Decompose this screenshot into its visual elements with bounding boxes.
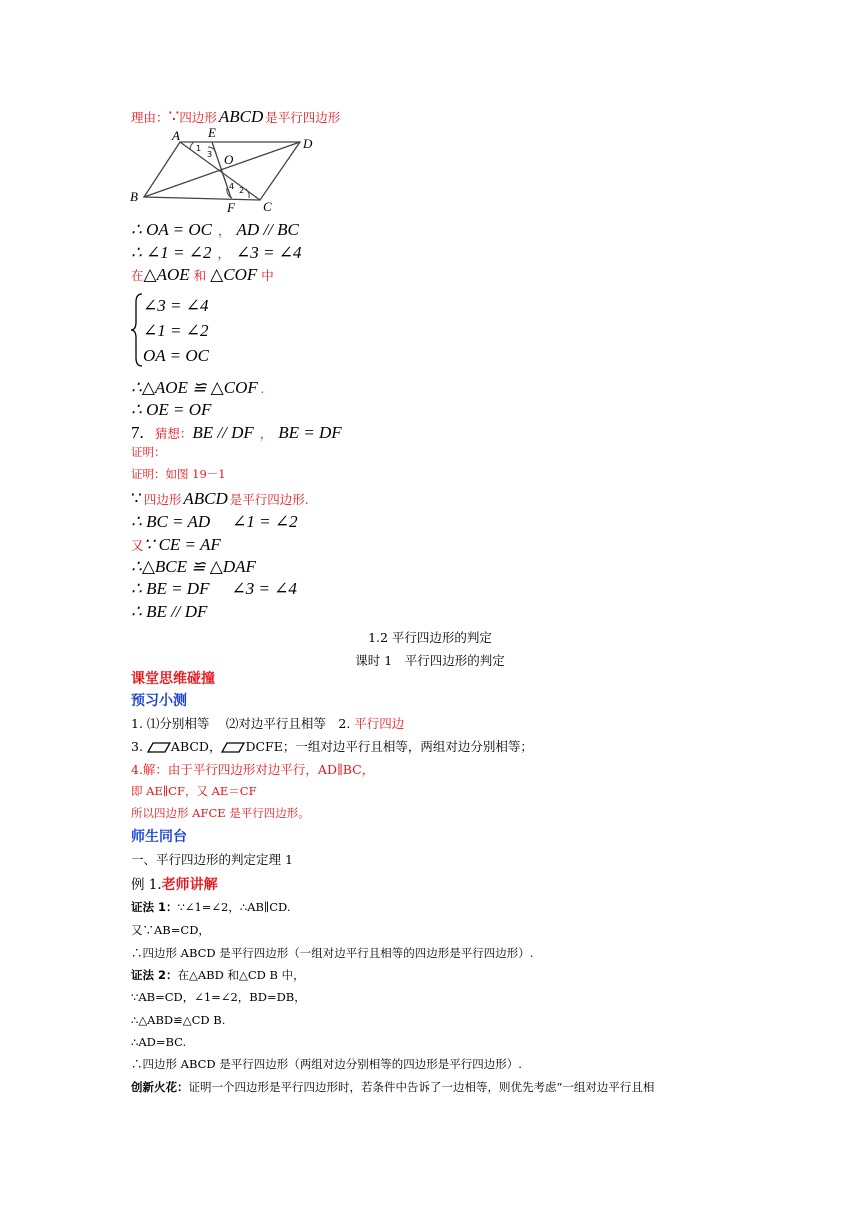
sep: ， xyxy=(218,224,231,238)
lesson-subtitle: 课时 1 平行四边形的判定 xyxy=(355,653,505,668)
eq-angle-3-4: ∠3 = ∠4 xyxy=(236,243,302,262)
method2-line-5: ∴四边形 ABCD 是平行四边形（两组对边分别相等的四边形是平行四边形）. xyxy=(131,1057,522,1071)
reason-label: 理由： xyxy=(131,110,169,125)
q7-line-2 xyxy=(131,513,298,530)
brace xyxy=(130,292,144,368)
spark-text: 证明一个四边形是平行四边形时，若条件中告诉了一边相等，则优先考虑“一组对边平行且相 xyxy=(188,1080,655,1094)
triangle-aoe: △AOE xyxy=(143,265,190,284)
angle-3: 3 xyxy=(207,150,213,159)
label-o: O xyxy=(224,152,234,167)
quad-label: 四边形 xyxy=(179,110,217,125)
in-text: 在 xyxy=(131,268,144,283)
method2-line-2: ∵AB=CD，∠1=∠2，BD=DB， xyxy=(131,990,306,1004)
quad-name: ABCD xyxy=(218,107,264,126)
q7-number: 7. xyxy=(131,423,144,442)
preview-line-6: 所以四边形 AFCE 是平行四边形。 xyxy=(131,806,310,820)
preview-line-1 xyxy=(131,718,404,731)
method1-text: ∵∠1=∠2，∴AB∥CD. xyxy=(177,900,291,914)
eq-angle-1-2: ∴ ∠1 = ∠2 xyxy=(131,243,212,262)
lesson-title: 1.2 平行四边形的判定 xyxy=(368,630,492,645)
method1-line-1 xyxy=(131,902,291,914)
line-oe-of: ∴ OE = OF xyxy=(131,400,212,419)
proof-label-1: 证明： xyxy=(131,445,166,459)
label-d: D xyxy=(303,136,313,151)
and-text: 和 xyxy=(193,268,207,283)
method2-line-1 xyxy=(131,970,305,982)
guess-equal: BE = DF xyxy=(278,423,342,442)
brace-line-3: OA = OC xyxy=(143,346,209,365)
eq-angle-3-4: ∠3 = ∠4 xyxy=(231,579,297,598)
eq-ad-bc: AD // BC xyxy=(236,220,299,239)
because-symbol: ∵ xyxy=(131,489,142,508)
eq-ce-af: ∵ CE = AF xyxy=(143,535,221,554)
method2-text: 在△ABD 和△CD B 中， xyxy=(177,968,305,982)
preview-line-3 xyxy=(131,741,533,754)
q7-guess-line xyxy=(131,424,342,441)
example-line xyxy=(131,876,218,893)
method2-line-3: ∴△ABD≌△CD B. xyxy=(131,1013,226,1027)
reason-line xyxy=(131,108,340,125)
brace-line-1: ∠3 = ∠4 xyxy=(143,296,209,315)
line-oa-oc xyxy=(131,221,299,238)
quad-name: ABCD xyxy=(183,489,228,508)
eq-angle-1-2: ∠1 = ∠2 xyxy=(232,512,298,531)
angle-2: 2 xyxy=(239,186,245,195)
parallelogram-figure xyxy=(128,127,318,215)
is-parallelogram-text: 是平行四边形 xyxy=(265,110,341,125)
preview-title: 预习小测 xyxy=(131,693,187,709)
method1-label: 证法 1： xyxy=(131,900,178,914)
label-e: E xyxy=(208,127,216,140)
together-title: 师生同台 xyxy=(131,829,187,845)
parallelogram-icon xyxy=(147,742,171,753)
item-number: 3. xyxy=(131,739,143,754)
preview-answers: 1. ⑴分别相等 ⑵对边平行且相等 2. xyxy=(131,716,351,731)
label-b: B xyxy=(130,189,138,204)
label-a: A xyxy=(172,128,180,143)
guess-parallel: BE // DF xyxy=(192,423,254,442)
classroom-title: 课堂思维碰撞 xyxy=(131,671,215,687)
spark-label: 创新火花： xyxy=(131,1080,189,1094)
angle-4: 4 xyxy=(229,182,235,191)
line-in-triangles xyxy=(131,266,274,283)
q7-line-4: ∴△BCE ≌ △DAF xyxy=(131,557,256,576)
eq-bc-ad: ∴ BC = AD xyxy=(131,512,211,531)
proof-label-2: 证明：如图 19－1 xyxy=(131,467,226,481)
line-congruent xyxy=(131,379,264,396)
guess-label: 猜想： xyxy=(154,426,193,441)
spark-line xyxy=(131,1082,654,1094)
parallelogram-icon xyxy=(221,742,245,753)
line-angles xyxy=(131,244,302,261)
example-label: 例 1. xyxy=(131,877,162,893)
method1-line-3: ∴四边形 ABCD 是平行四边形（一组对边平行且相等的四边形是平行四边形）. xyxy=(131,946,534,960)
mid-text: 中 xyxy=(261,268,274,283)
label-c: C xyxy=(263,199,272,214)
congruent-aoe-cof: ∴△AOE ≌ △COF xyxy=(131,378,258,397)
q7-line-5 xyxy=(131,580,297,597)
angle-arc-1 xyxy=(190,142,194,149)
eq-oa-oc: ∴ OA = OC xyxy=(131,220,213,239)
method1-line-2: 又∵AB=CD， xyxy=(131,923,210,937)
eq-be-df: ∴ BE = DF xyxy=(131,579,210,598)
sep: ， xyxy=(217,247,231,261)
you-text: 又 xyxy=(131,538,144,553)
because-symbol: ∵ xyxy=(168,107,180,126)
method2-line-4: ∴AD=BC. xyxy=(131,1035,187,1049)
brace-line-2: ∠1 = ∠2 xyxy=(143,321,209,340)
q7-line-3 xyxy=(131,536,221,553)
preview-line-4: 4.解：由于平行四边形对边平行，AD∥BC， xyxy=(131,762,375,777)
method2-label: 证法 2： xyxy=(131,968,178,982)
angle-1: 1 xyxy=(196,144,202,153)
q7-line-6: ∴ BE // DF xyxy=(131,602,208,621)
label-f: F xyxy=(227,200,235,215)
preview-line-5: 即 AE∥CF，又 AE＝CF xyxy=(131,784,257,798)
para-dcfe: DCFE；一组对边平行且相等，两组对边分别相等； xyxy=(245,739,533,754)
teacher-explain: 老师讲解 xyxy=(161,877,218,893)
theorem-heading: 一、平行四边形的判定定理 1 xyxy=(131,852,293,867)
preview-answer-2: 平行四边 xyxy=(354,716,405,731)
sep: ， xyxy=(259,426,273,441)
para-abcd: ABCD， xyxy=(170,739,222,754)
is-parallelogram-text: 是平行四边形. xyxy=(229,492,309,507)
dot: . xyxy=(260,382,264,396)
q7-line-1 xyxy=(131,490,309,507)
quad-label: 四边形 xyxy=(143,492,182,507)
triangle-cof: △COF xyxy=(210,265,258,284)
